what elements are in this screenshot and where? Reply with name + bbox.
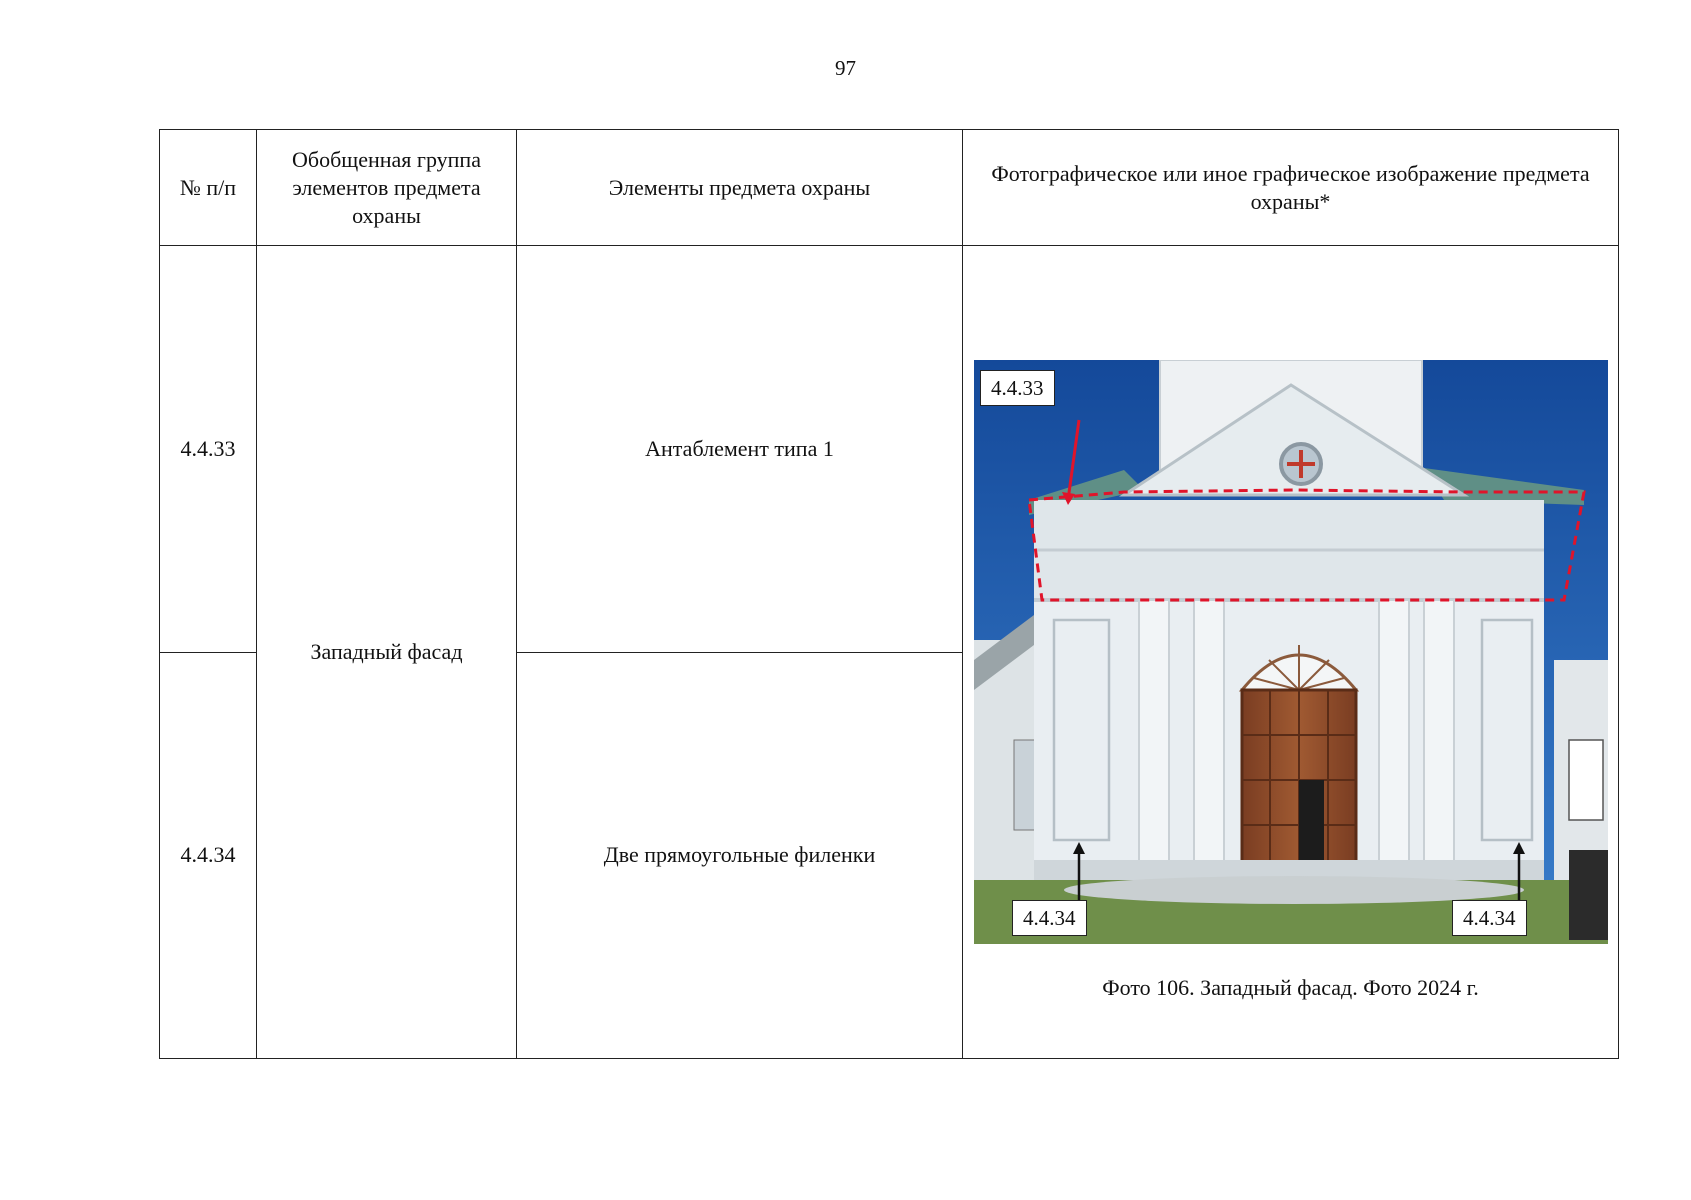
element-cell: Антаблемент типа 1 — [517, 246, 963, 652]
callout-top: 4.4.33 — [980, 370, 1055, 406]
table-row — [160, 246, 1619, 652]
callout-bottom-left: 4.4.34 — [1012, 900, 1087, 936]
protection-table — [159, 129, 1619, 1059]
facade-photo-illustration — [974, 360, 1608, 944]
group-cell: Западный фасад — [257, 246, 517, 1059]
callout-bottom-right: 4.4.34 — [1452, 900, 1527, 936]
header-group: Обобщенная группа элементов предмета охраны — [257, 130, 517, 246]
header-photo: Фотографическое или иное графическое изображение предмета охраны* — [963, 130, 1619, 246]
photo-caption: Фото 106. Западный фасад. Фото 2024 г. — [1102, 975, 1479, 1001]
header-num: № п/п — [160, 130, 257, 246]
row-number: 4.4.33 — [160, 246, 257, 652]
header-row — [160, 130, 1619, 246]
row-number: 4.4.34 — [160, 652, 257, 1058]
element-cell: Две прямоугольные филенки — [517, 652, 963, 1058]
page-number: 97 — [835, 56, 856, 80]
photo-cell — [963, 246, 1619, 1059]
facade-photo — [974, 360, 1608, 944]
header-elements: Элементы предмета охраны — [517, 130, 963, 246]
